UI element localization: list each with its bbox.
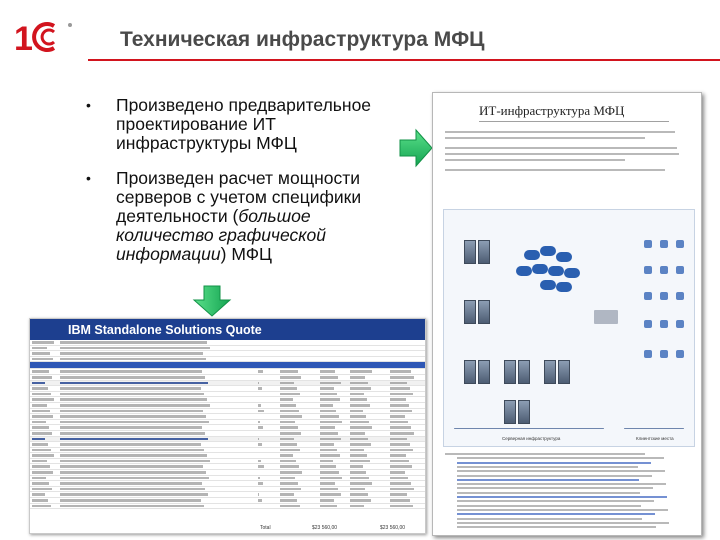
workstation-icon bbox=[676, 292, 684, 300]
ibm-table-cell bbox=[32, 426, 49, 429]
ibm-table-cell bbox=[390, 471, 405, 474]
text-line bbox=[457, 522, 669, 524]
ibm-table-cell bbox=[320, 499, 334, 502]
arrow-right-icon bbox=[398, 128, 434, 168]
server-icon bbox=[478, 300, 490, 324]
ibm-table-cell bbox=[350, 460, 370, 463]
ibm-table-row bbox=[30, 504, 425, 510]
ibm-quote-document bbox=[29, 318, 426, 534]
ibm-table-cell bbox=[32, 404, 47, 407]
ibm-table-cell bbox=[350, 376, 365, 379]
ibm-table-cell bbox=[390, 376, 414, 379]
text-line bbox=[457, 462, 651, 464]
ibm-table-cell bbox=[320, 370, 335, 373]
ibm-table-cell bbox=[258, 499, 262, 502]
ibm-table-cell bbox=[258, 493, 259, 496]
server-icon bbox=[464, 240, 476, 264]
ibm-table-cell bbox=[60, 449, 204, 452]
text-line bbox=[457, 470, 665, 472]
text-line bbox=[457, 483, 666, 485]
ibm-table-cell bbox=[280, 438, 294, 441]
ibm-table-cell bbox=[350, 415, 366, 418]
ibm-table-cell bbox=[32, 488, 52, 491]
ibm-table-cell bbox=[280, 426, 298, 429]
ibm-table-cell bbox=[390, 404, 409, 407]
ibm-total-value: $23 560,00 bbox=[312, 525, 338, 531]
ibm-table-cell bbox=[390, 410, 412, 413]
ibm-table-cell bbox=[258, 477, 260, 480]
text-line bbox=[457, 496, 667, 498]
section-box bbox=[454, 428, 604, 429]
ibm-table-cell bbox=[32, 341, 54, 344]
ibm-table-cell bbox=[350, 393, 364, 396]
ibm-table-cell bbox=[258, 482, 263, 485]
network-diagram bbox=[443, 209, 695, 447]
server-icon bbox=[544, 360, 556, 384]
ibm-table-cell bbox=[60, 471, 206, 474]
ibm-table-cell bbox=[350, 421, 369, 424]
bullet-text bbox=[116, 168, 361, 264]
ibm-table-cell bbox=[60, 352, 203, 355]
ibm-table-cell bbox=[258, 382, 259, 385]
page-title: Техническая инфраструктура МФЦ bbox=[120, 28, 485, 51]
ibm-table-cell bbox=[320, 488, 338, 491]
text-line bbox=[457, 505, 641, 507]
ibm-table-cell bbox=[280, 410, 299, 413]
text-line bbox=[457, 475, 652, 477]
ibm-table-cell bbox=[350, 488, 365, 491]
ibm-table-cell bbox=[390, 465, 412, 468]
ibm-table-cell bbox=[32, 505, 51, 508]
server-icon bbox=[464, 360, 476, 384]
ibm-table-cell bbox=[390, 454, 406, 457]
ibm-table-cell bbox=[390, 482, 411, 485]
ibm-table-cell bbox=[32, 499, 48, 502]
section-box bbox=[624, 428, 684, 429]
ibm-table-cell bbox=[60, 426, 202, 429]
ibm-total-label: Total bbox=[260, 525, 271, 531]
ibm-table-cell bbox=[32, 358, 53, 361]
ibm-table-cell bbox=[280, 460, 296, 463]
ibm-table-cell bbox=[60, 370, 202, 373]
ibm-table-cell bbox=[280, 482, 298, 485]
ibm-table-cell bbox=[320, 432, 338, 435]
ibm-table-cell bbox=[350, 404, 370, 407]
ibm-table-cell bbox=[60, 376, 205, 379]
ibm-table-cell bbox=[390, 421, 408, 424]
header-divider bbox=[88, 59, 720, 61]
text-line bbox=[457, 500, 654, 502]
ibm-table-cell bbox=[320, 393, 337, 396]
ibm-table-cell bbox=[320, 505, 337, 508]
ibm-table-cell bbox=[60, 398, 207, 401]
workstation-icon bbox=[644, 292, 652, 300]
workstation-icon bbox=[644, 320, 652, 328]
ibm-table-cell bbox=[32, 410, 50, 413]
ibm-table-cell bbox=[280, 432, 301, 435]
text-line bbox=[445, 147, 677, 149]
ibm-table-cell bbox=[258, 465, 264, 468]
ibm-table-cell bbox=[390, 387, 410, 390]
ibm-table-cell bbox=[60, 387, 201, 390]
ibm-table-cell bbox=[320, 482, 335, 485]
ibm-table-cell bbox=[320, 443, 334, 446]
ibm-table-cell bbox=[280, 443, 297, 446]
ibm-table-cell bbox=[390, 443, 410, 446]
ibm-table-cell bbox=[60, 410, 203, 413]
bullet-text-part: Произведен расчет мощности серверов с учетом специфики деятельности ( bbox=[116, 168, 362, 226]
ibm-table-cell bbox=[280, 382, 294, 385]
ibm-table-cell bbox=[258, 443, 262, 446]
text-line bbox=[445, 169, 665, 171]
ibm-table-cell bbox=[350, 454, 367, 457]
ibm-table-cell bbox=[60, 465, 203, 468]
ibm-table-cell bbox=[390, 499, 410, 502]
server-icon bbox=[558, 360, 570, 384]
ibm-table-cell bbox=[60, 505, 204, 508]
ibm-table-cell bbox=[258, 387, 262, 390]
ibm-table-row bbox=[30, 362, 425, 369]
ibm-table-cell bbox=[320, 398, 340, 401]
ibm-table-cell bbox=[280, 404, 296, 407]
ibm-table-cell bbox=[350, 471, 366, 474]
ibm-table-cell bbox=[32, 438, 45, 441]
network-cloud-icon bbox=[540, 246, 556, 256]
ibm-table-cell bbox=[320, 477, 342, 480]
ibm-doc-title: IBM Standalone Solutions Quote bbox=[30, 319, 425, 340]
ibm-table-cell bbox=[280, 421, 295, 424]
ibm-table-cell bbox=[60, 382, 208, 385]
ibm-table-cell bbox=[60, 454, 207, 457]
ibm-table-cell bbox=[60, 477, 209, 480]
ibm-total-value: $23 560,00 bbox=[380, 525, 406, 531]
workstation-icon bbox=[660, 266, 668, 274]
ibm-table-cell bbox=[32, 449, 51, 452]
ibm-table-cell bbox=[258, 404, 261, 407]
ibm-table-cell bbox=[32, 493, 45, 496]
ibm-table-cell bbox=[32, 471, 53, 474]
ibm-table-cell bbox=[280, 454, 293, 457]
ibm-table-cell bbox=[32, 347, 47, 350]
text-line bbox=[457, 457, 664, 459]
workstation-icon bbox=[676, 240, 684, 248]
ibm-table-cell bbox=[390, 505, 413, 508]
ibm-table-cell bbox=[60, 443, 201, 446]
ibm-table-cell bbox=[320, 465, 336, 468]
ibm-table-cell bbox=[32, 387, 48, 390]
ibm-table-cell bbox=[32, 393, 51, 396]
ibm-table-cell bbox=[350, 505, 364, 508]
ibm-table-cell bbox=[390, 398, 406, 401]
ibm-table-cell bbox=[280, 376, 301, 379]
ibm-table-cell bbox=[280, 505, 300, 508]
text-line bbox=[457, 518, 642, 520]
text-line bbox=[457, 466, 638, 468]
ibm-table-cell bbox=[280, 398, 293, 401]
ibm-table-cell bbox=[390, 449, 413, 452]
ibm-table-cell bbox=[60, 493, 208, 496]
ibm-table-cell bbox=[320, 421, 342, 424]
ibm-table-cell bbox=[60, 415, 206, 418]
text-line bbox=[457, 479, 639, 481]
workstation-icon bbox=[660, 320, 668, 328]
ibm-table-cell bbox=[350, 443, 371, 446]
bullet-list bbox=[86, 96, 406, 280]
ibm-table-cell bbox=[320, 415, 339, 418]
ibm-table-cell bbox=[350, 410, 363, 413]
ibm-table-cell bbox=[258, 410, 264, 413]
ibm-table-cell bbox=[280, 493, 294, 496]
network-cloud-icon bbox=[516, 266, 532, 276]
ibm-table-cell bbox=[60, 358, 206, 361]
network-cloud-icon bbox=[540, 280, 556, 290]
network-cloud-icon bbox=[524, 250, 540, 260]
ibm-table-cell bbox=[350, 426, 372, 429]
ibm-table-cell bbox=[258, 426, 263, 429]
ibm-table-cell bbox=[350, 387, 371, 390]
company-logo bbox=[14, 20, 76, 54]
ibm-table-cell bbox=[60, 393, 204, 396]
ibm-table-cell bbox=[350, 398, 367, 401]
server-icon bbox=[518, 400, 530, 424]
ibm-table-cell bbox=[320, 460, 333, 463]
ibm-table-cell bbox=[32, 454, 54, 457]
svg-text:1: 1 bbox=[14, 20, 33, 54]
ibm-table-cell bbox=[390, 370, 411, 373]
ibm-table-cell bbox=[32, 415, 53, 418]
ibm-table-cell bbox=[258, 370, 263, 373]
ibm-table-cell bbox=[280, 449, 300, 452]
server-icon bbox=[478, 360, 490, 384]
ibm-total-row bbox=[30, 525, 425, 531]
ibm-table-cell bbox=[280, 499, 297, 502]
ibm-table-cell bbox=[320, 449, 337, 452]
ibm-table-cell bbox=[60, 421, 209, 424]
bullet-text-italic: большое количество графической информации bbox=[116, 206, 326, 264]
network-cloud-icon bbox=[564, 268, 580, 278]
ibm-table bbox=[30, 340, 425, 509]
ibm-table-cell bbox=[390, 477, 408, 480]
ibm-table-cell bbox=[320, 438, 341, 441]
ibm-table-cell bbox=[32, 398, 54, 401]
ibm-table-cell bbox=[280, 415, 302, 418]
ibm-table-cell bbox=[258, 421, 260, 424]
ibm-table-cell bbox=[390, 382, 407, 385]
text-line bbox=[445, 153, 679, 155]
ibm-table-cell bbox=[60, 347, 210, 350]
ibm-table-cell bbox=[258, 460, 261, 463]
text-line bbox=[445, 131, 675, 133]
ibm-table-cell bbox=[32, 352, 50, 355]
network-cloud-icon bbox=[548, 266, 564, 276]
ibm-table-cell bbox=[350, 370, 372, 373]
ibm-table-cell bbox=[320, 426, 335, 429]
workstation-icon bbox=[676, 350, 684, 358]
workstation-icon bbox=[660, 240, 668, 248]
network-cloud-icon bbox=[556, 282, 572, 292]
arrow-down-icon bbox=[192, 284, 232, 318]
ibm-table-cell bbox=[320, 410, 336, 413]
ibm-table-cell bbox=[280, 370, 298, 373]
ibm-table-cell bbox=[320, 404, 333, 407]
ibm-table-cell bbox=[60, 499, 201, 502]
ibm-table-cell bbox=[32, 370, 49, 373]
ibm-table-cell bbox=[60, 460, 210, 463]
workstation-icon bbox=[660, 350, 668, 358]
workstation-icon bbox=[644, 266, 652, 274]
ibm-table-cell bbox=[320, 387, 334, 390]
ibm-table-cell bbox=[350, 477, 369, 480]
ibm-table-cell bbox=[390, 488, 414, 491]
ibm-table-cell bbox=[320, 454, 340, 457]
ibm-table-cell bbox=[320, 493, 341, 496]
ibm-table-cell bbox=[320, 382, 341, 385]
ibm-table-cell bbox=[350, 438, 368, 441]
bullet-item bbox=[86, 96, 406, 153]
bullet-marker: • bbox=[86, 170, 91, 186]
workstation-icon bbox=[676, 266, 684, 274]
server-icon bbox=[464, 300, 476, 324]
ibm-table-cell bbox=[32, 421, 46, 424]
ibm-table-cell bbox=[350, 499, 371, 502]
ibm-table-cell bbox=[32, 460, 47, 463]
text-line bbox=[445, 159, 625, 161]
ibm-table-cell bbox=[350, 493, 368, 496]
ibm-table-cell bbox=[390, 426, 411, 429]
bullet-text-part: ) МФЦ bbox=[220, 244, 272, 264]
ibm-table-cell bbox=[280, 471, 302, 474]
ibm-table-cell bbox=[390, 460, 409, 463]
ibm-table-cell bbox=[32, 432, 52, 435]
it-doc-title: ИТ-инфраструктура МФЦ bbox=[479, 103, 625, 118]
workstation-icon bbox=[644, 350, 652, 358]
diagram-caption-left: Серверная инфраструктура bbox=[502, 436, 561, 441]
ibm-table-cell bbox=[60, 341, 207, 344]
text-line bbox=[457, 487, 653, 489]
workstation-icon bbox=[644, 240, 652, 248]
firewall-icon bbox=[594, 310, 618, 324]
ibm-table-cell bbox=[32, 482, 49, 485]
bullet-marker: • bbox=[86, 97, 91, 113]
text-line bbox=[457, 526, 656, 528]
ibm-table-cell bbox=[280, 477, 295, 480]
ibm-table-cell bbox=[390, 493, 407, 496]
title-underline bbox=[479, 121, 669, 122]
ibm-table-cell bbox=[350, 382, 368, 385]
ibm-table-cell bbox=[320, 376, 338, 379]
ibm-table-cell bbox=[60, 432, 205, 435]
ibm-table-cell bbox=[32, 465, 50, 468]
ibm-table-cell bbox=[32, 477, 46, 480]
ibm-table-cell bbox=[390, 415, 405, 418]
ibm-table-cell bbox=[60, 482, 202, 485]
server-icon bbox=[478, 240, 490, 264]
it-infrastructure-document bbox=[432, 92, 702, 536]
ibm-table-cell bbox=[280, 465, 299, 468]
server-icon bbox=[504, 360, 516, 384]
ibm-table-cell bbox=[60, 438, 208, 441]
ibm-table-cell bbox=[280, 387, 297, 390]
ibm-table-cell bbox=[280, 393, 300, 396]
ibm-table-cell bbox=[390, 393, 413, 396]
text-line bbox=[445, 137, 645, 139]
network-cloud-icon bbox=[556, 252, 572, 262]
ibm-table-cell bbox=[32, 382, 45, 385]
workstation-icon bbox=[676, 320, 684, 328]
text-line bbox=[457, 513, 655, 515]
text-line bbox=[457, 509, 668, 511]
ibm-table-cell bbox=[390, 432, 414, 435]
server-icon bbox=[518, 360, 530, 384]
network-cloud-icon bbox=[532, 264, 548, 274]
ibm-table-cell bbox=[258, 438, 259, 441]
text-line bbox=[457, 492, 640, 494]
ibm-table-cell bbox=[350, 482, 372, 485]
workstation-icon bbox=[660, 292, 668, 300]
ibm-table-cell bbox=[60, 488, 205, 491]
server-icon bbox=[504, 400, 516, 424]
diagram-caption-right: Клиентские места bbox=[636, 436, 674, 441]
ibm-table-cell bbox=[350, 465, 363, 468]
ibm-table-cell bbox=[350, 449, 364, 452]
ibm-table-cell bbox=[350, 432, 365, 435]
ibm-table-cell bbox=[280, 488, 301, 491]
ibm-table-cell bbox=[320, 471, 339, 474]
ibm-table-cell bbox=[60, 404, 210, 407]
ibm-table-cell bbox=[32, 376, 52, 379]
ibm-table-cell bbox=[32, 443, 48, 446]
bullet-text: Произведено предварительное проектирование ИТ инфраструктуры МФЦ bbox=[116, 95, 372, 153]
text-line bbox=[445, 453, 645, 455]
bullet-item bbox=[86, 169, 406, 264]
ibm-table-cell bbox=[390, 438, 407, 441]
